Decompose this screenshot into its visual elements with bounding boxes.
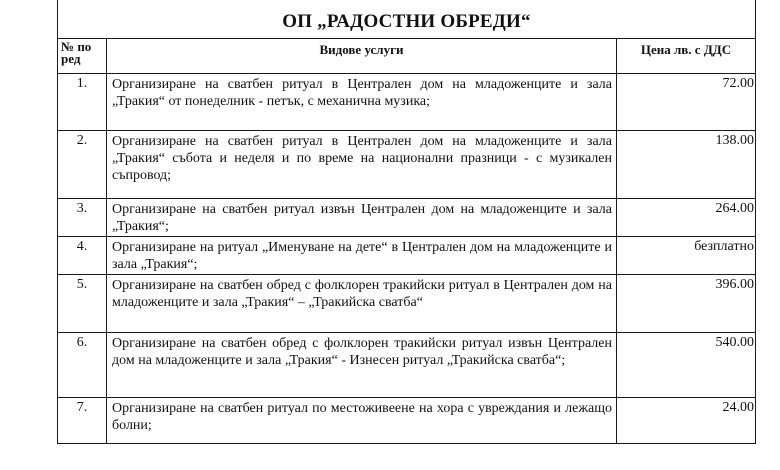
header-number: [58, 39, 107, 74]
row-service: Организиране на сватбен ритуал в Централен дом на младоженците и зала „Тракия“ събота и неделя и по време на национални празници - с музикален съпровод;: [107, 131, 617, 199]
table-row: [58, 74, 756, 131]
header-price: Цена лв. с ДДС: [617, 39, 756, 74]
row-service: Организиране на ритуал „Именуване на дете“ в Централен дом на младоженците и зала „Тракия“;: [107, 237, 617, 275]
table-title-cell: [58, 0, 756, 39]
table-row: [58, 333, 756, 398]
row-price: 24.00: [617, 398, 756, 444]
row-number: 3.: [58, 199, 107, 237]
price-list-document: [57, 0, 755, 444]
row-number: 7.: [58, 398, 107, 444]
services-price-table: [57, 0, 756, 444]
table-row: [58, 199, 756, 237]
row-number: 4.: [58, 237, 107, 275]
table-row: [58, 131, 756, 199]
row-price: 264.00: [617, 199, 756, 237]
table-row: [58, 275, 756, 333]
row-service: Организиране на сватбен ритуал по местоживеене на хора с увреждания и лежащо болни;: [107, 398, 617, 444]
row-service: Организиране на сватбен обред с фолклорен тракийски ритуал извън Централен дом на младоженците и зала „Тракия“ - Изнесен ритуал „Тракийска сватба“;: [107, 333, 617, 398]
row-number: 5.: [58, 275, 107, 333]
row-price: 540.00: [617, 333, 756, 398]
table-row: [58, 237, 756, 275]
row-price: 138.00: [617, 131, 756, 199]
header-number-line1: № по: [61, 39, 92, 54]
header-row: [58, 39, 756, 74]
header-number-line2: ред: [61, 51, 81, 66]
table-row: [58, 398, 756, 444]
row-service: Организиране на сватбен ритуал извън Централен дом на младоженците и зала „Тракия“;: [107, 199, 617, 237]
header-services: Видове услуги: [107, 39, 617, 74]
row-number: 2.: [58, 131, 107, 199]
table-title: ОП „РАДОСТНИ ОБРЕДИ“: [282, 11, 531, 32]
row-number: 1.: [58, 74, 107, 131]
row-service: Организиране на сватбен ритуал в Централен дом на младоженците и зала „Тракия“ от понеделник - петък, с механична музика;: [107, 74, 617, 131]
row-price: безплатно: [617, 237, 756, 275]
row-number: 6.: [58, 333, 107, 398]
row-price: 396.00: [617, 275, 756, 333]
row-service: Организиране на сватбен обред с фолклорен тракийски ритуал в Централен дом на младоженците и зала „Тракия“ – „Тракийска сватба“: [107, 275, 617, 333]
row-price: 72.00: [617, 74, 756, 131]
title-row: [58, 0, 756, 39]
